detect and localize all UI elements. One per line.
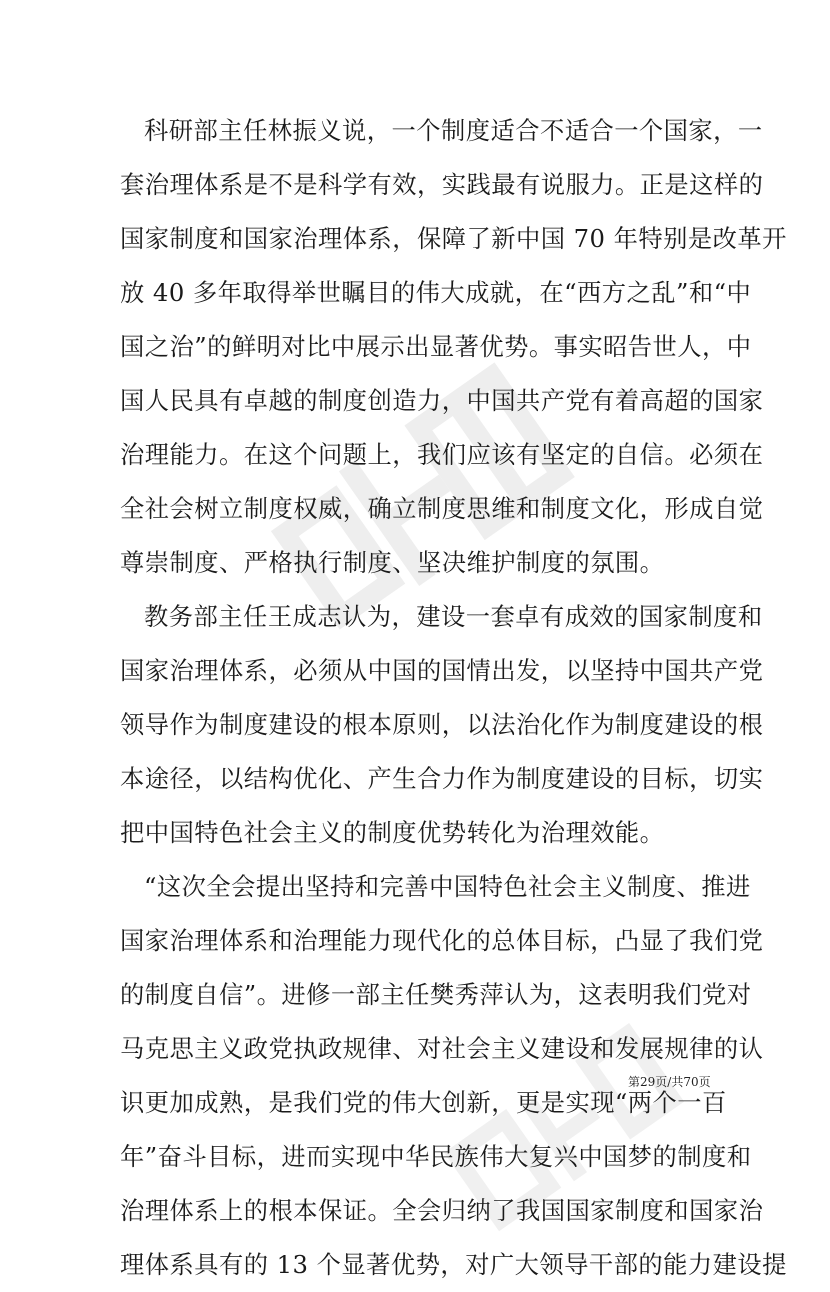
text-line: 理体系具有的 13 个显著优势，对广大领导干部的能力建设提: [120, 1250, 787, 1279]
text-line: 识更加成熟，是我们党的伟大创新，更是实现“两个一百: [120, 1088, 727, 1117]
text-line: 的制度自信”。进修一部主任樊秀萍认为，这表明我们党对: [120, 980, 752, 1009]
text-line: 国家制度和国家治理体系，保障了新中国 70 年特别是改革开: [120, 224, 787, 253]
text-line: 国家治理体系和治理能力现代化的总体目标，凸显了我们党: [120, 926, 764, 955]
text-line: 马克思主义政党执政规律、对社会主义建设和发展规律的认: [120, 1034, 764, 1063]
text-line: 全社会树立制度权威，确立制度思维和制度文化，形成自觉: [120, 494, 764, 523]
text-line: 治理能力。在这个问题上，我们应该有坚定的自信。必须在: [120, 440, 764, 469]
paragraph-2: [120, 590, 764, 860]
text-line: 科研部主任林振义说，一个制度适合不适合一个国家，一: [144, 116, 763, 145]
page-number: 第29页/共70页: [628, 1075, 711, 1089]
text-line: 国之治”的鲜明对比中展示出显著优势。事实昭告世人，中: [120, 332, 752, 361]
text-line: 本途径，以结构优化、产生合力作为制度建设的目标，切实: [120, 764, 764, 793]
text-line: 国家治理体系，必须从中国的国情出发，以坚持中国共产党: [120, 656, 764, 685]
text-line: 放 40 多年取得举世瞩目的伟大成就，在“西方之乱”和“中: [120, 278, 752, 307]
paragraph-1: [120, 104, 787, 590]
paragraph-3: [120, 860, 787, 1292]
body-text: [120, 104, 787, 1292]
text-line: 领导作为制度建设的根本原则，以法治化作为制度建设的根: [120, 710, 764, 739]
text-line: 国人民具有卓越的制度创造力，中国共产党有着高超的国家: [120, 386, 764, 415]
text-line: 治理体系上的根本保证。全会归纳了我国国家制度和国家治: [120, 1196, 764, 1225]
text-line: 把中国特色社会主义的制度优势转化为治理效能。: [120, 818, 665, 847]
text-line: 尊崇制度、严格执行制度、坚决维护制度的氛围。: [120, 548, 665, 577]
text-line: “这次全会提出坚持和完善中国特色社会主义制度、推进: [144, 872, 751, 901]
text-line: 套治理体系是不是科学有效，实践最有说服力。正是这样的: [120, 170, 764, 199]
text-line: 年”奋斗目标，进而实现中华民族伟大复兴中国梦的制度和: [120, 1142, 752, 1171]
text-line: 教务部主任王成志认为，建设一套卓有成效的国家制度和: [144, 602, 763, 631]
